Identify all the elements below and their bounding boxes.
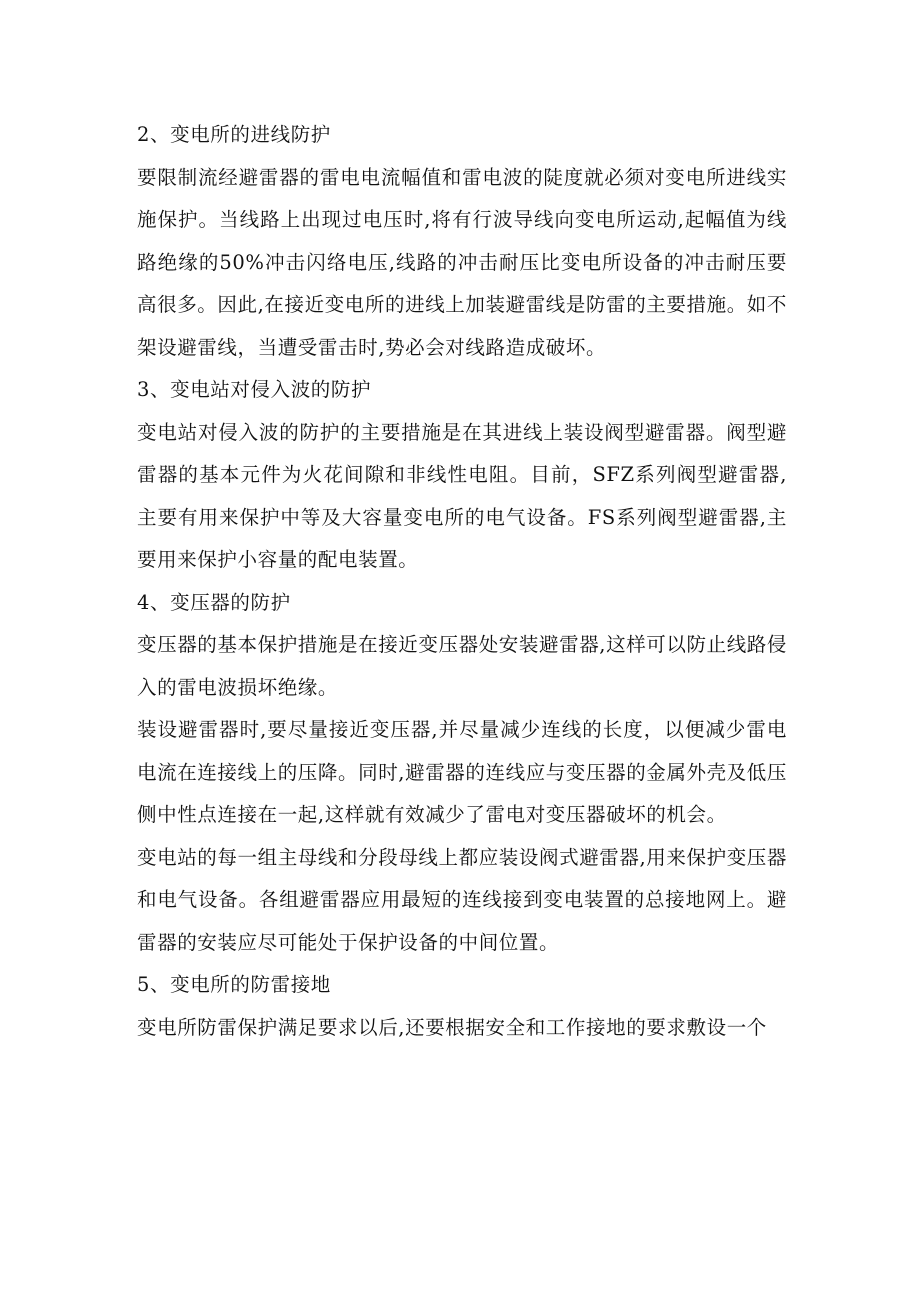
section-heading-intrusion-wave-protection: 3、变电站对侵入波的防护 — [137, 378, 372, 401]
paragraph-lightning-grounding: 变电所防雷保护满足要求以后,还要根据安全和工作接地的要求敷设一个 — [137, 1015, 767, 1039]
paragraph-arrester-installation: 装设避雷器时,要尽量接近变压器,并尽量减少连线的长度，以便减少雷电电流在连接线上的压降。同时,避雷器的连线应与变压器的金属外壳及低压侧中性点连接在一起,这样就有效减少了雷电对变压器破坏的机会。 — [137, 718, 787, 826]
section-heading-incoming-line-protection: 2、变电所的进线防护 — [137, 123, 331, 146]
paragraph-transformer-basic-protection: 变压器的基本保护措施是在接近变压器处安装避雷器,这样可以防止线路侵入的雷电波损坏绝缘。 — [137, 633, 787, 699]
document-body — [137, 114, 787, 1049]
section-heading-lightning-grounding: 5、变电所的防雷接地 — [137, 973, 331, 996]
section-heading-transformer-protection: 4、变压器的防护 — [137, 590, 291, 614]
paragraph-intrusion-wave-protection: 变电站对侵入波的防护的主要措施是在其进线上装设阀型避雷器。阀型避雷器的基本元件为火花间隙和非线性电阻。目前，SFZ系列阀型避雷器,主要有用来保护中等及大容量变电所的电气设备。FS系列阀型避雷器,主要用来保护小容量的配电装置。 — [137, 420, 787, 571]
paragraph-busbar-arresters: 变电站的每一组主母线和分段母线上都应装设阀式避雷器,用来保护变压器和电气设备。各组避雷器应用最短的连线接到变电装置的总接地网上。避雷器的安装应尽可能处于保护设备的中间位置。 — [137, 845, 787, 954]
paragraph-incoming-line-protection: 要限制流经避雷器的雷电电流幅值和雷电波的陡度就必须对变电所进线实施保护。当线路上出现过电压时,将有行波导线向变电所运动,起幅值为线路绝缘的50%冲击闪络电压,线路的冲击耐压比变电所设备的冲击耐压要高很多。因此,在接近变电所的进线上加装避雷线是防雷的主要措施。如不架设避雷线，当遭受雷击时,势必会对线路造成破坏。 — [137, 165, 787, 359]
